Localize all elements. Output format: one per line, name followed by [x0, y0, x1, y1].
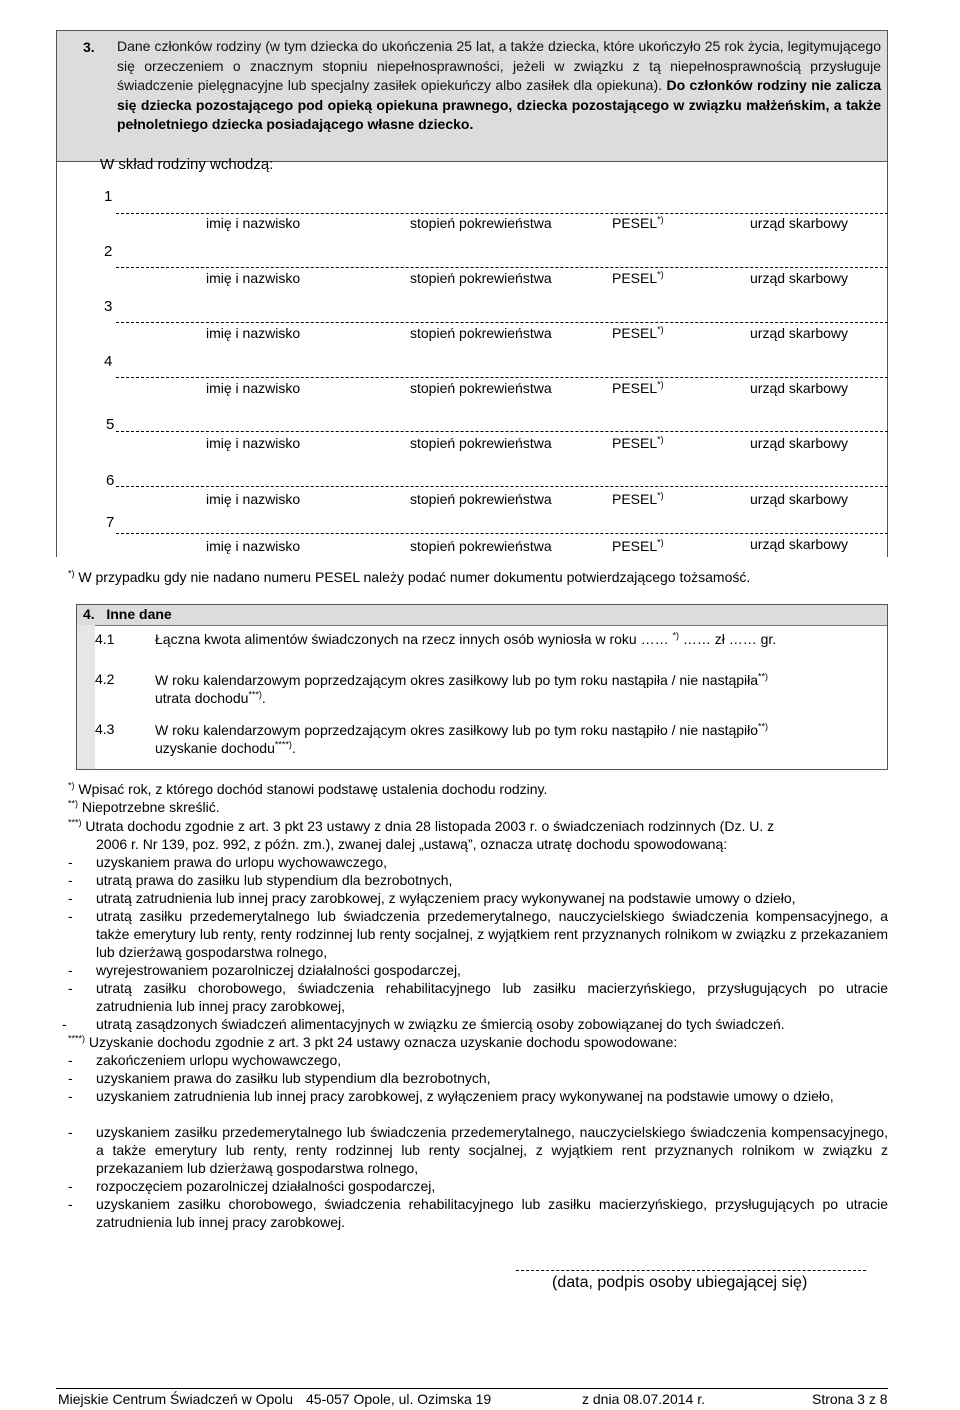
- dash-marker: -: [68, 890, 73, 906]
- footer-address: 45-057 Opole, ul. Ozimska 19: [306, 1391, 492, 1407]
- col-label-relation: stopień pokrewieństwa: [410, 270, 552, 286]
- family-members-title: W skład rodziny wchodzą:: [100, 156, 274, 173]
- dash-marker: -: [68, 1070, 73, 1086]
- col-label-tax-office: urząd skarbowy: [750, 215, 849, 231]
- loss-item-6: utratą zasiłku chorobowego, świadczenia rehabilitacyjnego lub zasiłku macierzyńskiego, przysługujących po utracie zatrudnienia lub innej pracy zarobkowej,: [96, 980, 888, 1014]
- section-4-title: 4. Inne dane: [83, 606, 172, 622]
- item-4-1-text: Łączna kwota alimentów świadczonych na rzecz innych osób wyniosła w roku …… *) …… zł …… gr.: [155, 630, 777, 647]
- dash-marker: -: [68, 1052, 73, 1068]
- row-number-4: 4: [104, 353, 113, 370]
- family-row-6-field[interactable]: [116, 486, 888, 487]
- signature-line[interactable]: [516, 1270, 866, 1271]
- col-label-name: imię i nazwisko: [206, 435, 301, 451]
- col-label-pesel: PESEL*): [612, 537, 664, 554]
- dash-marker: -: [68, 1088, 73, 1104]
- col-label-relation: stopień pokrewieństwa: [410, 491, 552, 507]
- family-row-4-field[interactable]: [116, 377, 888, 378]
- col-label-pesel: PESEL*): [612, 490, 664, 507]
- col-label-name: imię i nazwisko: [206, 215, 301, 231]
- col-label-relation: stopień pokrewieństwa: [410, 435, 552, 451]
- section-4-header: [77, 605, 887, 626]
- gain-item-1: zakończeniem urlopu wychowawczego,: [96, 1052, 342, 1068]
- col-label-relation: stopień pokrewieństwa: [410, 538, 552, 554]
- loss-item-3: utratą zatrudnienia lub innej pracy zarobkowej, z wyłączeniem pracy wykonywanej na podstawie umowy o dzieło,: [96, 890, 796, 906]
- col-label-relation: stopień pokrewieństwa: [410, 325, 552, 341]
- footnote-2: **) Niepotrzebne skreślić.: [68, 798, 220, 815]
- dash-marker: -: [68, 872, 73, 888]
- footer-divider: [56, 1388, 888, 1389]
- gain-item-3: uzyskaniem zatrudnienia lub innej pracy zarobkowej, z wyłączeniem pracy wykonywanej na podstawie umowy o dzieło,: [96, 1088, 834, 1104]
- footnote-3: ***) Utrata dochodu zgodnie z art. 3 pkt 23 ustawy z dnia 28 listopada 2003 r. o świadczeniach rodzinnych (Dz. U. z: [68, 817, 775, 834]
- section-3-number: 3.: [83, 39, 95, 55]
- section-3-description: [117, 37, 881, 135]
- footnote-1: *) Wpisać rok, z którego dochód stanowi podstawę ustalenia dochodu rodziny.: [68, 780, 548, 797]
- section-4-side-strip: [77, 625, 95, 769]
- item-4-3-text: W roku kalendarzowym poprzedzającym okres zasiłkowy lub po tym roku nastąpiło / nie nastąpiło**) uzyskanie dochodu****).: [155, 721, 769, 756]
- section-4-box: [76, 604, 888, 770]
- col-label-tax-office: urząd skarbowy: [750, 536, 849, 552]
- dash-marker: -: [68, 908, 73, 924]
- family-row-5-field[interactable]: [116, 431, 888, 432]
- item-4-2-number: 4.2: [95, 671, 115, 687]
- family-row-3-field[interactable]: [116, 322, 888, 323]
- dash-marker: -: [68, 1124, 73, 1140]
- dash-marker: -: [62, 1016, 67, 1032]
- col-label-relation: stopień pokrewieństwa: [410, 380, 552, 396]
- dash-marker: -: [68, 1178, 73, 1194]
- footer-date: z dnia 08.07.2014 r.: [582, 1391, 705, 1407]
- col-label-name: imię i nazwisko: [206, 270, 301, 286]
- col-label-pesel: PESEL*): [612, 324, 664, 341]
- item-4-3-number: 4.3: [95, 721, 115, 737]
- row-number-1: 1: [104, 188, 113, 205]
- col-label-pesel: PESEL*): [612, 434, 664, 451]
- footer-page: Strona 3 z 8: [812, 1391, 888, 1407]
- col-label-pesel: PESEL*): [612, 269, 664, 286]
- loss-item-5: wyrejestrowaniem pozarolniczej działalności gospodarczej,: [96, 962, 461, 978]
- row-number-2: 2: [104, 243, 113, 260]
- gain-item-2: uzyskaniem prawa do zasiłku lub stypendium dla bezrobotnych,: [96, 1070, 491, 1086]
- col-label-name: imię i nazwisko: [206, 380, 301, 396]
- family-row-2-field[interactable]: [116, 267, 888, 268]
- dash-marker: -: [68, 1196, 73, 1212]
- family-row-1-field[interactable]: [116, 213, 888, 214]
- dash-marker: -: [68, 854, 73, 870]
- col-label-pesel: PESEL*): [612, 379, 664, 396]
- footnote-4: ****) Uzyskanie dochodu zgodnie z art. 3 pkt 24 ustawy oznacza uzyskanie dochodu spowodowane:: [68, 1033, 678, 1050]
- col-label-tax-office: urząd skarbowy: [750, 380, 849, 396]
- col-label-name: imię i nazwisko: [206, 325, 301, 341]
- row-number-6: 6: [106, 472, 115, 489]
- col-label-tax-office: urząd skarbowy: [750, 270, 849, 286]
- loss-item-7: utratą zasądzonych świadczeń alimentacyjnych w związku ze śmiercią osoby zobowiązanej do tych świadczeń.: [96, 1016, 785, 1032]
- gain-item-5: rozpoczęciem pozarolniczej działalności gospodarczej,: [96, 1178, 436, 1194]
- family-row-7-field[interactable]: [116, 533, 888, 534]
- col-label-tax-office: urząd skarbowy: [750, 325, 849, 341]
- col-label-relation: stopień pokrewieństwa: [410, 215, 552, 231]
- dash-marker: -: [68, 962, 73, 978]
- row-number-3: 3: [104, 298, 113, 315]
- col-label-tax-office: urząd skarbowy: [750, 435, 849, 451]
- loss-item-1: uzyskaniem prawa do urlopu wychowawczego,: [96, 854, 388, 870]
- loss-item-4: utratą zasiłku przedemerytalnego lub świadczenia przedemerytalnego, nauczycielskiego świadczenia kompensacyjnego, a także emerytury lub renty, renty rodzinnej lub renty socjalnej, z wyjątkiem rent przyznanych rolnikom w związku z przekazaniem lub dzierżawą gospodarstwa rolnego,: [96, 908, 888, 960]
- col-label-tax-office: urząd skarbowy: [750, 491, 849, 507]
- section-3-header: [57, 31, 887, 162]
- footnote-3-continued: 2006 r. Nr 139, poz. 992, z późn. zm.), zwanej dalej „ustawą”, oznacza utratę dochodu spowodowaną:: [96, 836, 728, 852]
- signature-label: (data, podpis osoby ubiegającej się): [552, 1274, 808, 1291]
- section-3-intro: Dane członków rodziny (w tym dziecka do ukończenia 25 lat, a także dziecka, które ukończyło 25 rok życia, legitymującego się orzeczeniem o znacznym stopniu niepełnosprawności, jeżeli w związku z tą niepełnosprawnością przysługuje świadczenie pielęgnacyjne lub specjalny zasiłek opiekuńczy albo zasiłek dla opiekuna).: [117, 38, 881, 94]
- section-3-box: [56, 30, 888, 557]
- item-4-1-number: 4.1: [95, 631, 115, 647]
- gain-item-4: uzyskaniem zasiłku przedemerytalnego lub świadczenia przedemerytalnego, nauczycielskiego świadczenia kompensacyjnego, a także emerytury lub renty, renty rodzinnej lub renty socjalnej, z wyjątkiem rent przyznanych rolnikom w związku z przekazaniem lub dzierżawą gospodarstwa rolnego,: [96, 1124, 888, 1176]
- section-3-bold-note: Do członków rodziny nie zalicza się dziecka pozostającego pod opieką opiekuna prawnego, dziecka pozostającego w związku małżeńskim, a także pełnoletniego dziecka posiadającego własne dziecko.: [117, 77, 882, 133]
- row-number-7: 7: [106, 514, 115, 531]
- col-label-name: imię i nazwisko: [206, 491, 301, 507]
- gain-item-6: uzyskaniem zasiłku chorobowego, świadczenia rehabilitacyjnego lub zasiłku macierzyńskiego, przysługujących po utracie zatrudnienia lub innej pracy zarobkowej.: [96, 1196, 888, 1230]
- col-label-name: imię i nazwisko: [206, 538, 301, 554]
- loss-item-2: utratą prawa do zasiłku lub stypendium dla bezrobotnych,: [96, 872, 453, 888]
- footer-institution: Miejskie Centrum Świadczeń w Opolu: [58, 1391, 293, 1407]
- row-number-5: 5: [106, 416, 115, 433]
- dash-marker: -: [68, 980, 73, 996]
- col-label-pesel: PESEL*): [612, 214, 664, 231]
- item-4-2-text: W roku kalendarzowym poprzedzającym okres zasiłkowy lub po tym roku nastąpiła / nie nastąpiła**) utrata dochodu***).: [155, 671, 769, 706]
- pesel-note: *) W przypadku gdy nie nadano numeru PESEL należy podać numer dokumentu potwierdzającego tożsamość.: [68, 568, 751, 585]
